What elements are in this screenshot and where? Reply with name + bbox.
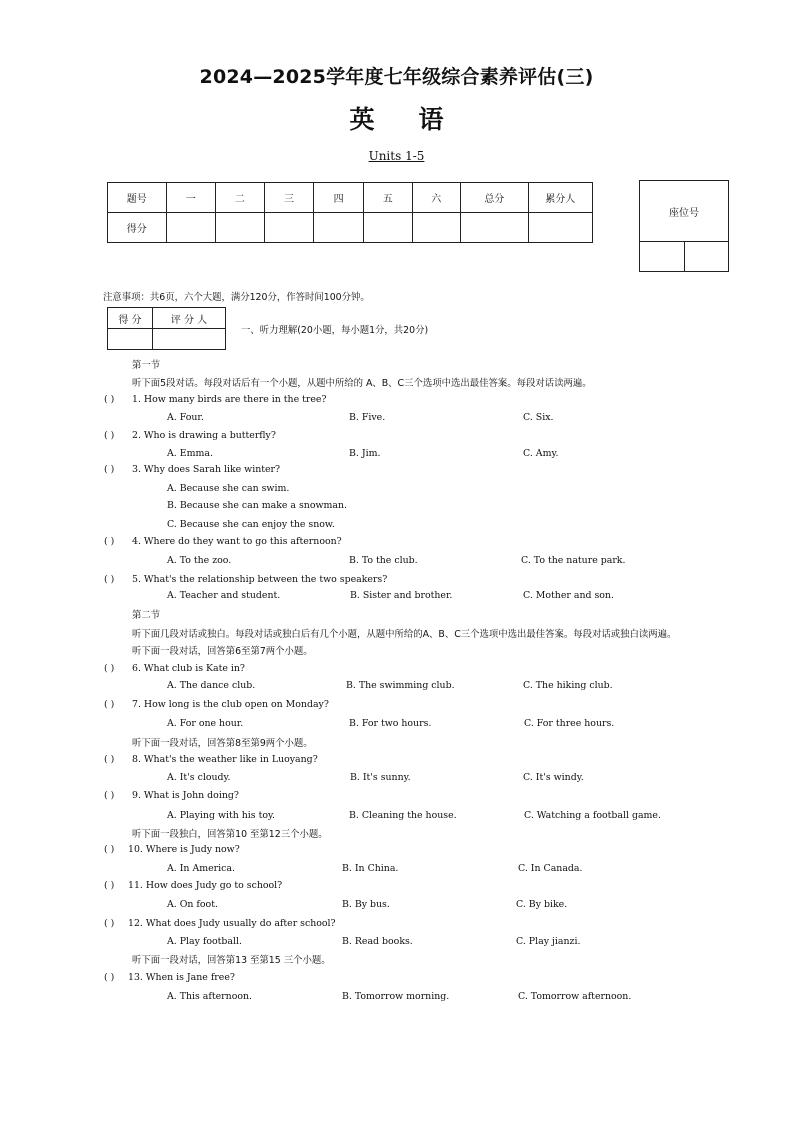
question-12: 12. What does Judy usually do after school? — [128, 918, 336, 929]
score-header-cell: 累分人 — [528, 183, 592, 213]
q5-option-c: C. Mother and son. — [523, 590, 614, 601]
lead-8-9: 听下面一段对话，回答第8至第9两个小题。 — [132, 738, 313, 749]
q10-option-b: B. In China. — [342, 863, 399, 874]
q4-option-a: A. To the zoo. — [167, 555, 232, 566]
grader-name-label: 评 分 人 — [152, 308, 225, 329]
score-table — [107, 182, 593, 243]
question-5: 5. What's the relationship between the two speakers? — [132, 574, 388, 585]
seat-number-box — [639, 180, 729, 272]
q6-option-b: B. The swimming club. — [346, 680, 455, 691]
score-header-cell: 四 — [314, 183, 364, 213]
score-cell[interactable] — [264, 213, 314, 243]
score-cell[interactable] — [363, 213, 412, 243]
grader-name-cell[interactable] — [152, 329, 225, 350]
q3-option-a: A. Because she can swim. — [167, 483, 290, 494]
q1-option-c: C. Six. — [523, 412, 554, 423]
question-4: 4. Where do they want to go this afternoon? — [132, 536, 342, 547]
score-cell[interactable] — [216, 213, 265, 243]
question-9: 9. What is John doing? — [132, 790, 239, 801]
q8-option-a: A. It's cloudy. — [167, 772, 231, 783]
subject-char-2: 语 — [418, 105, 444, 134]
notice-text: 注意事项：共6页，六个大题，满分120分，作答时间100分钟。 — [103, 292, 370, 303]
q2-option-a: A. Emma. — [167, 448, 213, 459]
answer-paren[interactable]: ( ) — [104, 394, 115, 405]
lead-10-12: 听下面一段独白，回答第10 至第12三个小题。 — [132, 829, 328, 840]
score-header-cell: 三 — [264, 183, 314, 213]
q12-option-c: C. Play jianzi. — [516, 936, 581, 947]
q7-option-c: C. For three hours. — [524, 718, 615, 729]
answer-paren[interactable]: ( ) — [104, 574, 115, 585]
lead-6-7: 听下面一段对话，回答第6至第7两个小题。 — [132, 646, 313, 657]
answer-paren[interactable]: ( ) — [104, 972, 115, 983]
q5-option-b: B. Sister and brother. — [350, 590, 453, 601]
q4-option-c: C. To the nature park. — [521, 555, 626, 566]
q9-option-a: A. Playing with his toy. — [167, 810, 276, 821]
q1-option-a: A. Four. — [167, 412, 204, 423]
question-13: 13. When is Jane free? — [128, 972, 235, 983]
seat-number-cell[interactable] — [684, 242, 729, 272]
q1-option-b: B. Five. — [349, 412, 386, 423]
answer-paren[interactable]: ( ) — [104, 880, 115, 891]
score-header-cell: 一 — [166, 183, 216, 213]
q3-option-c: C. Because she can enjoy the snow. — [167, 519, 335, 530]
question-7: 7. How long is the club open on Monday? — [132, 699, 329, 710]
subject-char-1: 英 — [349, 105, 375, 134]
q6-option-a: A. The dance club. — [167, 680, 256, 691]
q11-option-a: A. On foot. — [167, 899, 218, 910]
q10-option-a: A. In America. — [167, 863, 235, 874]
grader-score-cell[interactable] — [108, 329, 153, 350]
q11-option-b: B. By bus. — [342, 899, 390, 910]
question-3: 3. Why does Sarah like winter? — [132, 464, 281, 475]
units-label: Units 1-5 — [368, 149, 425, 163]
question-8: 8. What's the weather like in Luoyang? — [132, 754, 318, 765]
q9-option-c: C. Watching a football game. — [524, 810, 661, 821]
score-cell[interactable] — [528, 213, 592, 243]
answer-paren[interactable]: ( ) — [104, 536, 115, 547]
score-header-cell: 二 — [216, 183, 265, 213]
answer-paren[interactable]: ( ) — [104, 844, 115, 855]
seat-number-label: 座位号 — [640, 181, 729, 242]
grader-box — [107, 307, 226, 350]
subject-title — [0, 100, 793, 136]
exam-title: 2024—2025学年度七年级综合素养评估(三) — [199, 66, 594, 88]
score-header-cell: 总分 — [461, 183, 528, 213]
q6-option-c: C. The hiking club. — [523, 680, 613, 691]
score-cell[interactable] — [461, 213, 528, 243]
question-1: 1. How many birds are there in the tree? — [132, 394, 327, 405]
q3-option-b: B. Because she can make a snowman. — [167, 500, 348, 511]
answer-paren[interactable]: ( ) — [104, 918, 115, 929]
question-2: 2. Who is drawing a butterfly? — [132, 430, 276, 441]
part1-instruction: 听下面5段对话。每段对话后有一个小题，从题中所给的 A、B、C三个选项中选出最佳答案。每段对话读两遍。 — [132, 378, 592, 389]
score-header-cell: 五 — [363, 183, 412, 213]
section1-heading: 一、听力理解(20小题，每小题1分，共20分) — [241, 325, 429, 336]
q11-option-c: C. By bike. — [516, 899, 568, 910]
question-11: 11. How does Judy go to school? — [128, 880, 283, 891]
q12-option-b: B. Read books. — [342, 936, 413, 947]
q9-option-b: B. Cleaning the house. — [349, 810, 457, 821]
q4-option-b: B. To the club. — [349, 555, 418, 566]
q8-option-b: B. It's sunny. — [350, 772, 411, 783]
answer-paren[interactable]: ( ) — [104, 663, 115, 674]
score-cell[interactable] — [314, 213, 364, 243]
part2-instruction: 听下面几段对话或独白。每段对话或独白后有几个小题，从题中所给的A、B、C三个选项中选出最佳答案。每段对话或独白读两遍。 — [132, 629, 677, 640]
score-header-cell: 题号 — [108, 183, 167, 213]
answer-paren[interactable]: ( ) — [104, 790, 115, 801]
answer-paren[interactable]: ( ) — [104, 699, 115, 710]
answer-paren[interactable]: ( ) — [104, 464, 115, 475]
score-table-score-row — [108, 213, 593, 243]
q13-option-a: A. This afternoon. — [167, 991, 253, 1002]
score-table-header-row — [108, 183, 593, 213]
question-6: 6. What club is Kate in? — [132, 663, 245, 674]
q13-option-c: C. Tomorrow afternoon. — [518, 991, 632, 1002]
q5-option-a: A. Teacher and student. — [167, 590, 281, 601]
answer-paren[interactable]: ( ) — [104, 430, 115, 441]
q7-option-b: B. For two hours. — [349, 718, 432, 729]
grader-score-label: 得 分 — [108, 308, 153, 329]
score-row-label: 得分 — [108, 213, 167, 243]
score-header-cell: 六 — [412, 183, 461, 213]
part1-label: 第一节 — [132, 360, 161, 371]
answer-paren[interactable]: ( ) — [104, 754, 115, 765]
lead-13-15: 听下面一段对话，回答第13 至第15 三个小题。 — [132, 955, 331, 966]
q13-option-b: B. Tomorrow morning. — [342, 991, 450, 1002]
q2-option-c: C. Amy. — [523, 448, 559, 459]
q12-option-a: A. Play football. — [167, 936, 242, 947]
question-10: 10. Where is Judy now? — [128, 844, 240, 855]
score-cell[interactable] — [166, 213, 216, 243]
q8-option-c: C. It's windy. — [523, 772, 584, 783]
q2-option-b: B. Jim. — [349, 448, 381, 459]
seat-number-cell[interactable] — [640, 242, 685, 272]
q10-option-c: C. In Canada. — [518, 863, 583, 874]
q7-option-a: A. For one hour. — [167, 718, 244, 729]
part2-label: 第二节 — [132, 610, 161, 621]
score-cell[interactable] — [412, 213, 461, 243]
